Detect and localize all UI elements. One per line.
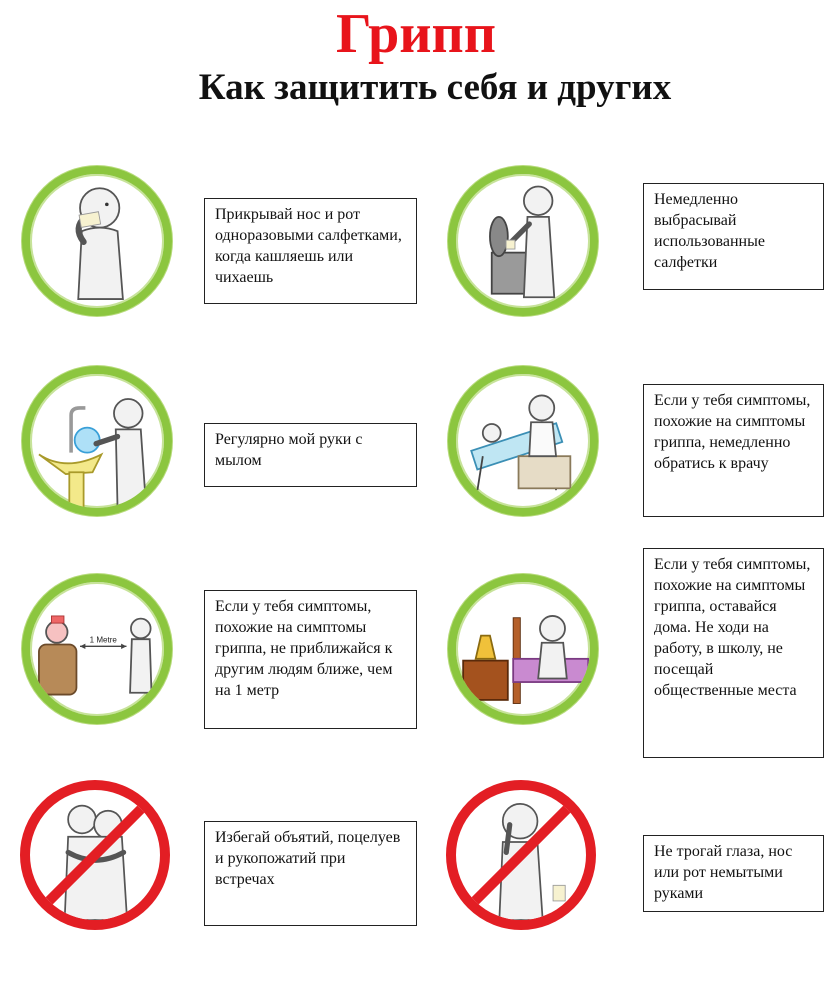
tip-text-6: Если у тебя симптомы, похожие на симптомы гриппа, оставайся дома. Не ходи на работу, в школу, не посещай общественные места: [643, 548, 824, 758]
page-subtitle: Как защитить себя и других: [198, 67, 672, 108]
distance-label: 1 Metre: [89, 635, 117, 645]
trash-bin-icon: [448, 166, 598, 316]
keep-distance-icon: [22, 574, 172, 724]
tip-text-5: Если у тебя симптомы, похожие на симптомы гриппа, не приближайся к другим людям ближе, чем на 1 метр: [204, 590, 417, 729]
cover-sneeze-icon: [22, 166, 172, 316]
hand-washing-icon: [22, 366, 172, 516]
no-face-touch-icon: [446, 780, 596, 930]
stay-home-bed-icon: [448, 574, 598, 724]
tip-text-2: Немедленно выбрасывай использованные салфетки: [643, 183, 824, 290]
tip-text-1: Прикрывай нос и рот одноразовыми салфетками, когда кашляешь или чихаешь: [204, 198, 417, 304]
tip-text-7: Избегай объятий, поцелуев и рукопожатий при встречах: [204, 821, 417, 926]
tip-text-8: Не трогай глаза, нос или рот немытыми руками: [643, 835, 824, 912]
no-hugs-icon: [20, 780, 170, 930]
tip-text-3: Регулярно мой руки с мылом: [204, 423, 417, 487]
tip-text-4: Если у тебя симптомы, похожие на симптомы гриппа, немедленно обратись к врачу: [643, 384, 824, 517]
doctor-visit-icon: [448, 366, 598, 516]
page-title: Грипп: [335, 3, 497, 65]
